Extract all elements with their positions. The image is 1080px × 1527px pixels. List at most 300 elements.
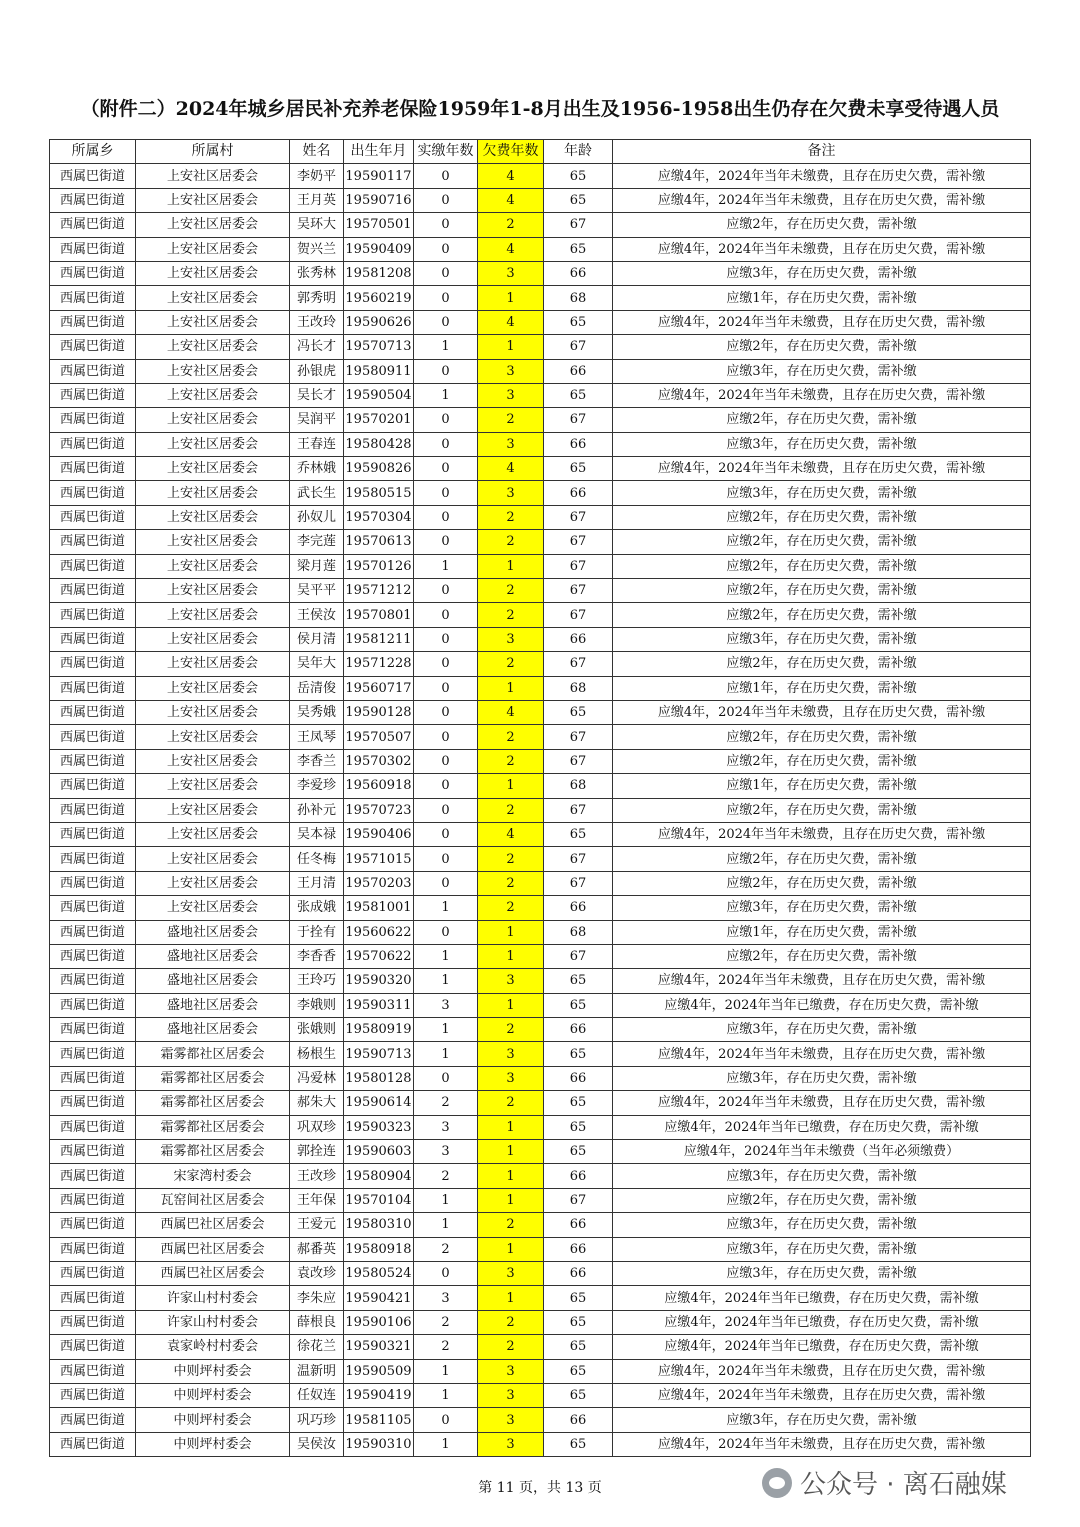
- cell-township: 西属巴街道: [50, 261, 136, 285]
- cell-name: 吴年大: [290, 652, 344, 676]
- cell-arrears-years: 1: [478, 1115, 544, 1139]
- cell-township: 西属巴街道: [50, 1286, 136, 1310]
- cell-remarks: 应缴2年，存在历史欠费，需补缴: [613, 725, 1031, 749]
- table-row: [50, 359, 1031, 383]
- cell-paid-years: 0: [414, 725, 478, 749]
- cell-birth: 19590106: [344, 1310, 414, 1334]
- cell-arrears-years: 2: [478, 896, 544, 920]
- cell-arrears-years: 1: [478, 286, 544, 310]
- cell-birth: 19580918: [344, 1237, 414, 1261]
- cell-birth: 19560918: [344, 774, 414, 798]
- cell-remarks: 应缴2年，存在历史欠费，需补缴: [613, 847, 1031, 871]
- cell-village: 盛地社区居委会: [136, 969, 290, 993]
- cell-paid-years: 0: [414, 530, 478, 554]
- cell-village: 许家山村村委会: [136, 1286, 290, 1310]
- cell-village: 上安社区居委会: [136, 213, 290, 237]
- cell-township: 西属巴街道: [50, 871, 136, 895]
- cell-paid-years: 3: [414, 1140, 478, 1164]
- cell-age: 66: [544, 896, 613, 920]
- cell-remarks: 应缴4年，2024年当年未缴费，且存在历史欠费，需补缴: [613, 1359, 1031, 1383]
- cell-birth: 19581105: [344, 1408, 414, 1432]
- cell-arrears-years: 3: [478, 969, 544, 993]
- cell-township: 西属巴街道: [50, 579, 136, 603]
- cell-arrears-years: 1: [478, 676, 544, 700]
- cell-township: 西属巴街道: [50, 188, 136, 212]
- cell-township: 西属巴街道: [50, 408, 136, 432]
- cell-name: 王侯汝: [290, 603, 344, 627]
- cell-paid-years: 3: [414, 1286, 478, 1310]
- cell-arrears-years: 2: [478, 1213, 544, 1237]
- cell-village: 上安社区居委会: [136, 237, 290, 261]
- cell-remarks: 应缴4年，2024年当年未缴费，且存在历史欠费，需补缴: [613, 237, 1031, 261]
- table-body: [50, 164, 1031, 1457]
- cell-remarks: 应缴3年，存在历史欠费，需补缴: [613, 896, 1031, 920]
- cell-village: 西属巴社区居委会: [136, 1213, 290, 1237]
- cell-name: 郝朱大: [290, 1091, 344, 1115]
- cell-name: 乔林娥: [290, 457, 344, 481]
- table-row: [50, 1261, 1031, 1285]
- table-row: [50, 1359, 1031, 1383]
- cell-remarks: 应缴3年，存在历史欠费，需补缴: [613, 481, 1031, 505]
- cell-remarks: 应缴2年，存在历史欠费，需补缴: [613, 335, 1031, 359]
- cell-village: 上安社区居委会: [136, 554, 290, 578]
- cell-remarks: 应缴4年，2024年当年已缴费，存在历史欠费，需补缴: [613, 1286, 1031, 1310]
- cell-village: 上安社区居委会: [136, 310, 290, 334]
- table-row: [50, 1213, 1031, 1237]
- cell-paid-years: 0: [414, 505, 478, 529]
- cell-birth: 19570104: [344, 1188, 414, 1212]
- cell-township: 西属巴街道: [50, 286, 136, 310]
- cell-arrears-years: 1: [478, 554, 544, 578]
- cell-village: 上安社区居委会: [136, 603, 290, 627]
- cell-arrears-years: 1: [478, 993, 544, 1017]
- cell-remarks: 应缴4年，2024年当年已缴费，存在历史欠费，需补缴: [613, 1335, 1031, 1359]
- cell-name: 李娥则: [290, 993, 344, 1017]
- cell-village: 上安社区居委会: [136, 871, 290, 895]
- cell-township: 西属巴街道: [50, 1408, 136, 1432]
- cell-village: 盛地社区居委会: [136, 993, 290, 1017]
- cell-name: 冯爱林: [290, 1066, 344, 1090]
- cell-remarks: 应缴3年，存在历史欠费，需补缴: [613, 1261, 1031, 1285]
- cell-age: 68: [544, 676, 613, 700]
- cell-village: 盛地社区居委会: [136, 944, 290, 968]
- header-village: 所属村: [136, 140, 290, 164]
- cell-paid-years: 1: [414, 383, 478, 407]
- cell-age: 66: [544, 1018, 613, 1042]
- table-row: [50, 432, 1031, 456]
- cell-paid-years: 0: [414, 652, 478, 676]
- cell-village: 袁家岭村村委会: [136, 1335, 290, 1359]
- cell-age: 67: [544, 871, 613, 895]
- cell-name: 任冬梅: [290, 847, 344, 871]
- table-header-row: [50, 140, 1031, 164]
- cell-birth: 19590419: [344, 1383, 414, 1407]
- cell-township: 西属巴街道: [50, 554, 136, 578]
- cell-name: 吴平平: [290, 579, 344, 603]
- cell-birth: 19571228: [344, 652, 414, 676]
- cell-township: 西属巴街道: [50, 1432, 136, 1456]
- cell-township: 西属巴街道: [50, 822, 136, 846]
- cell-township: 西属巴街道: [50, 335, 136, 359]
- table-row: [50, 676, 1031, 700]
- cell-birth: 19590603: [344, 1140, 414, 1164]
- cell-name: 袁改珍: [290, 1261, 344, 1285]
- cell-remarks: 应缴4年，2024年当年未缴费，且存在历史欠费，需补缴: [613, 310, 1031, 334]
- table-row: [50, 554, 1031, 578]
- cell-paid-years: 0: [414, 749, 478, 773]
- cell-age: 65: [544, 700, 613, 724]
- cell-age: 67: [544, 749, 613, 773]
- cell-village: 上安社区居委会: [136, 359, 290, 383]
- cell-village: 上安社区居委会: [136, 457, 290, 481]
- cell-name: 张娥则: [290, 1018, 344, 1042]
- cell-arrears-years: 2: [478, 749, 544, 773]
- cell-birth: 19590713: [344, 1042, 414, 1066]
- cell-age: 67: [544, 652, 613, 676]
- arrears-table: [49, 139, 1031, 1457]
- cell-name: 温新明: [290, 1359, 344, 1383]
- cell-paid-years: 2: [414, 1310, 478, 1334]
- cell-paid-years: 2: [414, 1237, 478, 1261]
- cell-village: 上安社区居委会: [136, 579, 290, 603]
- cell-birth: 19590320: [344, 969, 414, 993]
- cell-birth: 19570713: [344, 335, 414, 359]
- table-row: [50, 1383, 1031, 1407]
- cell-birth: 19570501: [344, 213, 414, 237]
- table-row: [50, 1286, 1031, 1310]
- cell-township: 西属巴街道: [50, 749, 136, 773]
- cell-arrears-years: 2: [478, 505, 544, 529]
- cell-remarks: 应缴2年，存在历史欠费，需补缴: [613, 603, 1031, 627]
- table-row: [50, 335, 1031, 359]
- cell-name: 王月英: [290, 188, 344, 212]
- cell-township: 西属巴街道: [50, 1091, 136, 1115]
- cell-name: 王改玲: [290, 310, 344, 334]
- table-row: [50, 408, 1031, 432]
- cell-age: 67: [544, 408, 613, 432]
- cell-village: 上安社区居委会: [136, 530, 290, 554]
- cell-township: 西属巴街道: [50, 457, 136, 481]
- cell-paid-years: 1: [414, 335, 478, 359]
- cell-birth: 19590323: [344, 1115, 414, 1139]
- cell-remarks: 应缴3年，存在历史欠费，需补缴: [613, 261, 1031, 285]
- cell-birth: 19590117: [344, 164, 414, 188]
- cell-village: 霜雾都社区居委会: [136, 1140, 290, 1164]
- cell-village: 上安社区居委会: [136, 896, 290, 920]
- cell-arrears-years: 3: [478, 1042, 544, 1066]
- cell-birth: 19590310: [344, 1432, 414, 1456]
- cell-remarks: 应缴2年，存在历史欠费，需补缴: [613, 505, 1031, 529]
- cell-arrears-years: 2: [478, 1335, 544, 1359]
- cell-age: 67: [544, 847, 613, 871]
- cell-age: 65: [544, 969, 613, 993]
- cell-birth: 19581001: [344, 896, 414, 920]
- table-row: [50, 310, 1031, 334]
- cell-age: 65: [544, 1091, 613, 1115]
- table-row: [50, 1091, 1031, 1115]
- cell-birth: 19570801: [344, 603, 414, 627]
- header-name: 姓名: [290, 140, 344, 164]
- cell-birth: 19571015: [344, 847, 414, 871]
- watermark: [762, 1464, 1007, 1501]
- cell-paid-years: 0: [414, 871, 478, 895]
- cell-paid-years: 0: [414, 261, 478, 285]
- table-row: [50, 213, 1031, 237]
- cell-age: 68: [544, 286, 613, 310]
- cell-age: 67: [544, 213, 613, 237]
- cell-age: 67: [544, 554, 613, 578]
- cell-arrears-years: 1: [478, 944, 544, 968]
- table-row: [50, 700, 1031, 724]
- cell-age: 66: [544, 481, 613, 505]
- cell-remarks: 应缴3年，存在历史欠费，需补缴: [613, 432, 1031, 456]
- cell-name: 李奶平: [290, 164, 344, 188]
- cell-village: 上安社区居委会: [136, 822, 290, 846]
- cell-village: 上安社区居委会: [136, 725, 290, 749]
- cell-arrears-years: 4: [478, 237, 544, 261]
- table-row: [50, 920, 1031, 944]
- cell-paid-years: 0: [414, 676, 478, 700]
- cell-arrears-years: 2: [478, 1091, 544, 1115]
- cell-remarks: 应缴4年，2024年当年未缴费，且存在历史欠费，需补缴: [613, 1091, 1031, 1115]
- table-row: [50, 1115, 1031, 1139]
- cell-township: 西属巴街道: [50, 530, 136, 554]
- cell-remarks: 应缴3年，存在历史欠费，需补缴: [613, 1018, 1031, 1042]
- cell-township: 西属巴街道: [50, 896, 136, 920]
- cell-paid-years: 0: [414, 359, 478, 383]
- cell-arrears-years: 1: [478, 1188, 544, 1212]
- cell-age: 66: [544, 1213, 613, 1237]
- cell-paid-years: 1: [414, 1042, 478, 1066]
- cell-age: 66: [544, 359, 613, 383]
- cell-birth: 19571212: [344, 579, 414, 603]
- cell-township: 西属巴街道: [50, 1115, 136, 1139]
- cell-arrears-years: 4: [478, 700, 544, 724]
- cell-remarks: 应缴2年，存在历史欠费，需补缴: [613, 1188, 1031, 1212]
- cell-village: 霜雾都社区居委会: [136, 1042, 290, 1066]
- cell-paid-years: 0: [414, 1408, 478, 1432]
- table-row: [50, 1237, 1031, 1261]
- table-row: [50, 530, 1031, 554]
- header-paid-years: 实缴年数: [414, 140, 478, 164]
- cell-paid-years: 0: [414, 164, 478, 188]
- cell-paid-years: 0: [414, 847, 478, 871]
- page-number: 第 11 页，共 13 页: [478, 1480, 602, 1496]
- cell-township: 西属巴街道: [50, 1140, 136, 1164]
- cell-remarks: 应缴2年，存在历史欠费，需补缴: [613, 213, 1031, 237]
- cell-township: 西属巴街道: [50, 652, 136, 676]
- table-row: [50, 896, 1031, 920]
- table-row: [50, 798, 1031, 822]
- cell-arrears-years: 3: [478, 481, 544, 505]
- cell-arrears-years: 3: [478, 1432, 544, 1456]
- cell-arrears-years: 1: [478, 1164, 544, 1188]
- cell-remarks: 应缴4年，2024年当年已缴费，存在历史欠费，需补缴: [613, 1310, 1031, 1334]
- cell-arrears-years: 2: [478, 847, 544, 871]
- cell-age: 66: [544, 627, 613, 651]
- cell-age: 68: [544, 920, 613, 944]
- cell-remarks: 应缴1年，存在历史欠费，需补缴: [613, 774, 1031, 798]
- cell-paid-years: 0: [414, 1261, 478, 1285]
- cell-village: 上安社区居委会: [136, 774, 290, 798]
- table-row: [50, 993, 1031, 1017]
- table-row: [50, 749, 1031, 773]
- cell-paid-years: 1: [414, 1432, 478, 1456]
- cell-township: 西属巴街道: [50, 1213, 136, 1237]
- cell-birth: 19560717: [344, 676, 414, 700]
- cell-township: 西属巴街道: [50, 481, 136, 505]
- table-row: [50, 1066, 1031, 1090]
- cell-age: 65: [544, 1383, 613, 1407]
- cell-arrears-years: 3: [478, 1383, 544, 1407]
- cell-birth: 19580515: [344, 481, 414, 505]
- cell-age: 66: [544, 1408, 613, 1432]
- cell-village: 上安社区居委会: [136, 383, 290, 407]
- cell-township: 西属巴街道: [50, 847, 136, 871]
- cell-arrears-years: 3: [478, 261, 544, 285]
- cell-name: 于拴有: [290, 920, 344, 944]
- cell-remarks: 应缴4年，2024年当年未缴费，且存在历史欠费，需补缴: [613, 1383, 1031, 1407]
- cell-arrears-years: 3: [478, 1261, 544, 1285]
- cell-name: 武长生: [290, 481, 344, 505]
- cell-township: 西属巴街道: [50, 1066, 136, 1090]
- cell-age: 65: [544, 1310, 613, 1334]
- cell-village: 上安社区居委会: [136, 676, 290, 700]
- cell-village: 上安社区居委会: [136, 188, 290, 212]
- cell-village: 宋家湾村委会: [136, 1164, 290, 1188]
- cell-birth: 19560622: [344, 920, 414, 944]
- cell-age: 67: [544, 530, 613, 554]
- cell-paid-years: 0: [414, 627, 478, 651]
- cell-name: 郝番英: [290, 1237, 344, 1261]
- cell-township: 西属巴街道: [50, 1164, 136, 1188]
- cell-name: 李完莲: [290, 530, 344, 554]
- cell-paid-years: 0: [414, 237, 478, 261]
- cell-age: 66: [544, 1237, 613, 1261]
- table-row: [50, 481, 1031, 505]
- cell-name: 孙奴儿: [290, 505, 344, 529]
- table-row: [50, 237, 1031, 261]
- cell-name: 吴本禄: [290, 822, 344, 846]
- cell-paid-years: 1: [414, 1359, 478, 1383]
- cell-village: 上安社区居委会: [136, 652, 290, 676]
- table-row: [50, 944, 1031, 968]
- cell-township: 西属巴街道: [50, 627, 136, 651]
- cell-age: 67: [544, 1188, 613, 1212]
- cell-birth: 19570507: [344, 725, 414, 749]
- cell-name: 张秀林: [290, 261, 344, 285]
- cell-name: 吴秀娥: [290, 700, 344, 724]
- cell-remarks: 应缴2年，存在历史欠费，需补缴: [613, 530, 1031, 554]
- cell-age: 65: [544, 1286, 613, 1310]
- cell-birth: 19580428: [344, 432, 414, 456]
- cell-township: 西属巴街道: [50, 920, 136, 944]
- cell-birth: 19590504: [344, 383, 414, 407]
- table-row: [50, 1188, 1031, 1212]
- cell-village: 霜雾都社区居委会: [136, 1091, 290, 1115]
- table-row: [50, 725, 1031, 749]
- table-row: [50, 774, 1031, 798]
- cell-remarks: 应缴3年，存在历史欠费，需补缴: [613, 1408, 1031, 1432]
- header-birth: 出生年月: [344, 140, 414, 164]
- cell-remarks: 应缴2年，存在历史欠费，需补缴: [613, 798, 1031, 822]
- cell-name: 孙银虎: [290, 359, 344, 383]
- cell-village: 上安社区居委会: [136, 700, 290, 724]
- cell-birth: 19590128: [344, 700, 414, 724]
- cell-age: 65: [544, 1335, 613, 1359]
- cell-remarks: 应缴3年，存在历史欠费，需补缴: [613, 1237, 1031, 1261]
- cell-village: 上安社区居委会: [136, 847, 290, 871]
- cell-age: 67: [544, 579, 613, 603]
- cell-name: 吴侯汝: [290, 1432, 344, 1456]
- cell-remarks: 应缴4年，2024年当年已缴费，存在历史欠费，需补缴: [613, 1115, 1031, 1139]
- cell-paid-years: 1: [414, 1018, 478, 1042]
- cell-age: 66: [544, 1261, 613, 1285]
- table-row: [50, 822, 1031, 846]
- cell-village: 上安社区居委会: [136, 286, 290, 310]
- cell-paid-years: 3: [414, 993, 478, 1017]
- cell-paid-years: 0: [414, 188, 478, 212]
- cell-remarks: 应缴2年，存在历史欠费，需补缴: [613, 749, 1031, 773]
- cell-remarks: 应缴1年，存在历史欠费，需补缴: [613, 286, 1031, 310]
- cell-age: 67: [544, 798, 613, 822]
- cell-arrears-years: 2: [478, 408, 544, 432]
- cell-name: 李香香: [290, 944, 344, 968]
- cell-remarks: 应缴4年，2024年当年未缴费（当年必须缴费）: [613, 1140, 1031, 1164]
- cell-township: 西属巴街道: [50, 725, 136, 749]
- cell-remarks: 应缴2年，存在历史欠费，需补缴: [613, 408, 1031, 432]
- cell-age: 67: [544, 505, 613, 529]
- cell-paid-years: 0: [414, 310, 478, 334]
- cell-birth: 19580524: [344, 1261, 414, 1285]
- cell-age: 65: [544, 1140, 613, 1164]
- cell-village: 上安社区居委会: [136, 798, 290, 822]
- cell-age: 66: [544, 1066, 613, 1090]
- cell-birth: 19580904: [344, 1164, 414, 1188]
- table-row: [50, 457, 1031, 481]
- cell-age: 66: [544, 432, 613, 456]
- cell-birth: 19590406: [344, 822, 414, 846]
- cell-paid-years: 0: [414, 579, 478, 603]
- cell-arrears-years: 3: [478, 1359, 544, 1383]
- cell-birth: 19570126: [344, 554, 414, 578]
- cell-township: 西属巴街道: [50, 603, 136, 627]
- cell-township: 西属巴街道: [50, 1359, 136, 1383]
- page-title: （附件二）2024年城乡居民补充养老保险1959年1-8月出生及1956-1958出生仍存在欠费未享受待遇人员: [80, 98, 1000, 120]
- cell-paid-years: 3: [414, 1115, 478, 1139]
- cell-arrears-years: 2: [478, 579, 544, 603]
- table-row: [50, 652, 1031, 676]
- table-row: [50, 1018, 1031, 1042]
- cell-paid-years: 0: [414, 798, 478, 822]
- cell-paid-years: 1: [414, 1188, 478, 1212]
- table-row: [50, 1432, 1031, 1456]
- cell-remarks: 应缴4年，2024年当年未缴费，且存在历史欠费，需补缴: [613, 822, 1031, 846]
- cell-arrears-years: 1: [478, 920, 544, 944]
- cell-name: 梁月莲: [290, 554, 344, 578]
- cell-arrears-years: 2: [478, 652, 544, 676]
- cell-birth: 19570723: [344, 798, 414, 822]
- cell-arrears-years: 1: [478, 1237, 544, 1261]
- cell-age: 65: [544, 237, 613, 261]
- cell-paid-years: 2: [414, 1091, 478, 1115]
- cell-remarks: 应缴2年，存在历史欠费，需补缴: [613, 579, 1031, 603]
- header-arrears-years: 欠费年数: [478, 140, 544, 164]
- cell-village: 瓦窑间社区居委会: [136, 1188, 290, 1212]
- cell-township: 西属巴街道: [50, 359, 136, 383]
- cell-arrears-years: 4: [478, 457, 544, 481]
- cell-birth: 19560219: [344, 286, 414, 310]
